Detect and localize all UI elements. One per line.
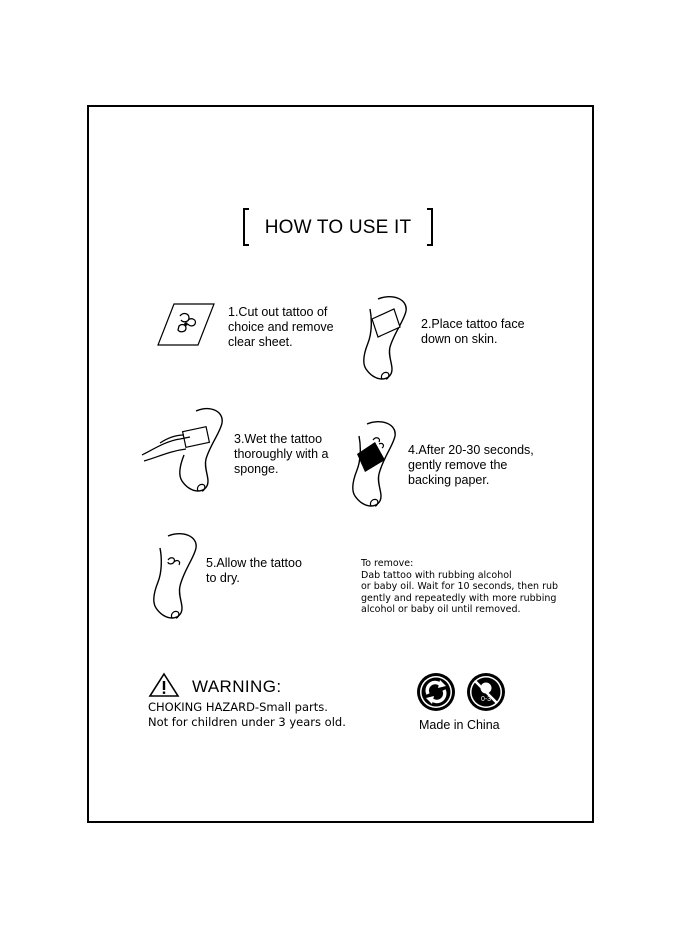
removal-line: gently and repeatedly with more rubbing xyxy=(361,592,557,604)
removal-line: Dab tattoo with rubbing alcohol xyxy=(361,569,512,581)
right-bracket xyxy=(427,208,433,246)
warning-text xyxy=(148,700,346,730)
warning-triangle-icon xyxy=(148,672,180,698)
age-label: 0-3 xyxy=(480,696,492,703)
step-4-text: 4.After 20-30 seconds, gently remove the backing paper. xyxy=(408,443,534,487)
leg-place-illustration xyxy=(358,293,414,383)
warning-title: WARNING: xyxy=(192,677,282,696)
warning-line: CHOKING HAZARD-Small parts. xyxy=(148,700,328,714)
removal-instructions xyxy=(361,558,558,616)
leg-peel-illustration xyxy=(343,418,407,512)
removal-line: or baby oil. Wait for 10 seconds, then rub xyxy=(361,581,559,592)
page-title: HOW TO USE IT xyxy=(264,217,412,238)
removal-heading: To remove: xyxy=(361,558,414,569)
step-3-text: 3.Wet the tattoo thoroughly with a sponge. xyxy=(234,432,329,476)
age-restriction-icon xyxy=(466,672,506,712)
step-5-text: 5.Allow the tattoo to dry. xyxy=(206,556,302,585)
warning-line: Not for children under 3 years old. xyxy=(148,715,346,729)
step-2-text: 2.Place tattoo face down on skin. xyxy=(421,317,525,346)
title-box xyxy=(243,208,433,248)
made-in-label: Made in China xyxy=(419,718,500,732)
tattoo-sheet-illustration xyxy=(154,300,216,348)
leg-dry-illustration xyxy=(146,530,206,622)
hand-sponge-illustration xyxy=(140,403,232,499)
recycle-icon xyxy=(416,672,456,712)
removal-line: alcohol or baby oil until removed. xyxy=(361,604,521,615)
step-1-text: 1.Cut out tattoo of choice and remove clear sheet. xyxy=(228,305,334,349)
